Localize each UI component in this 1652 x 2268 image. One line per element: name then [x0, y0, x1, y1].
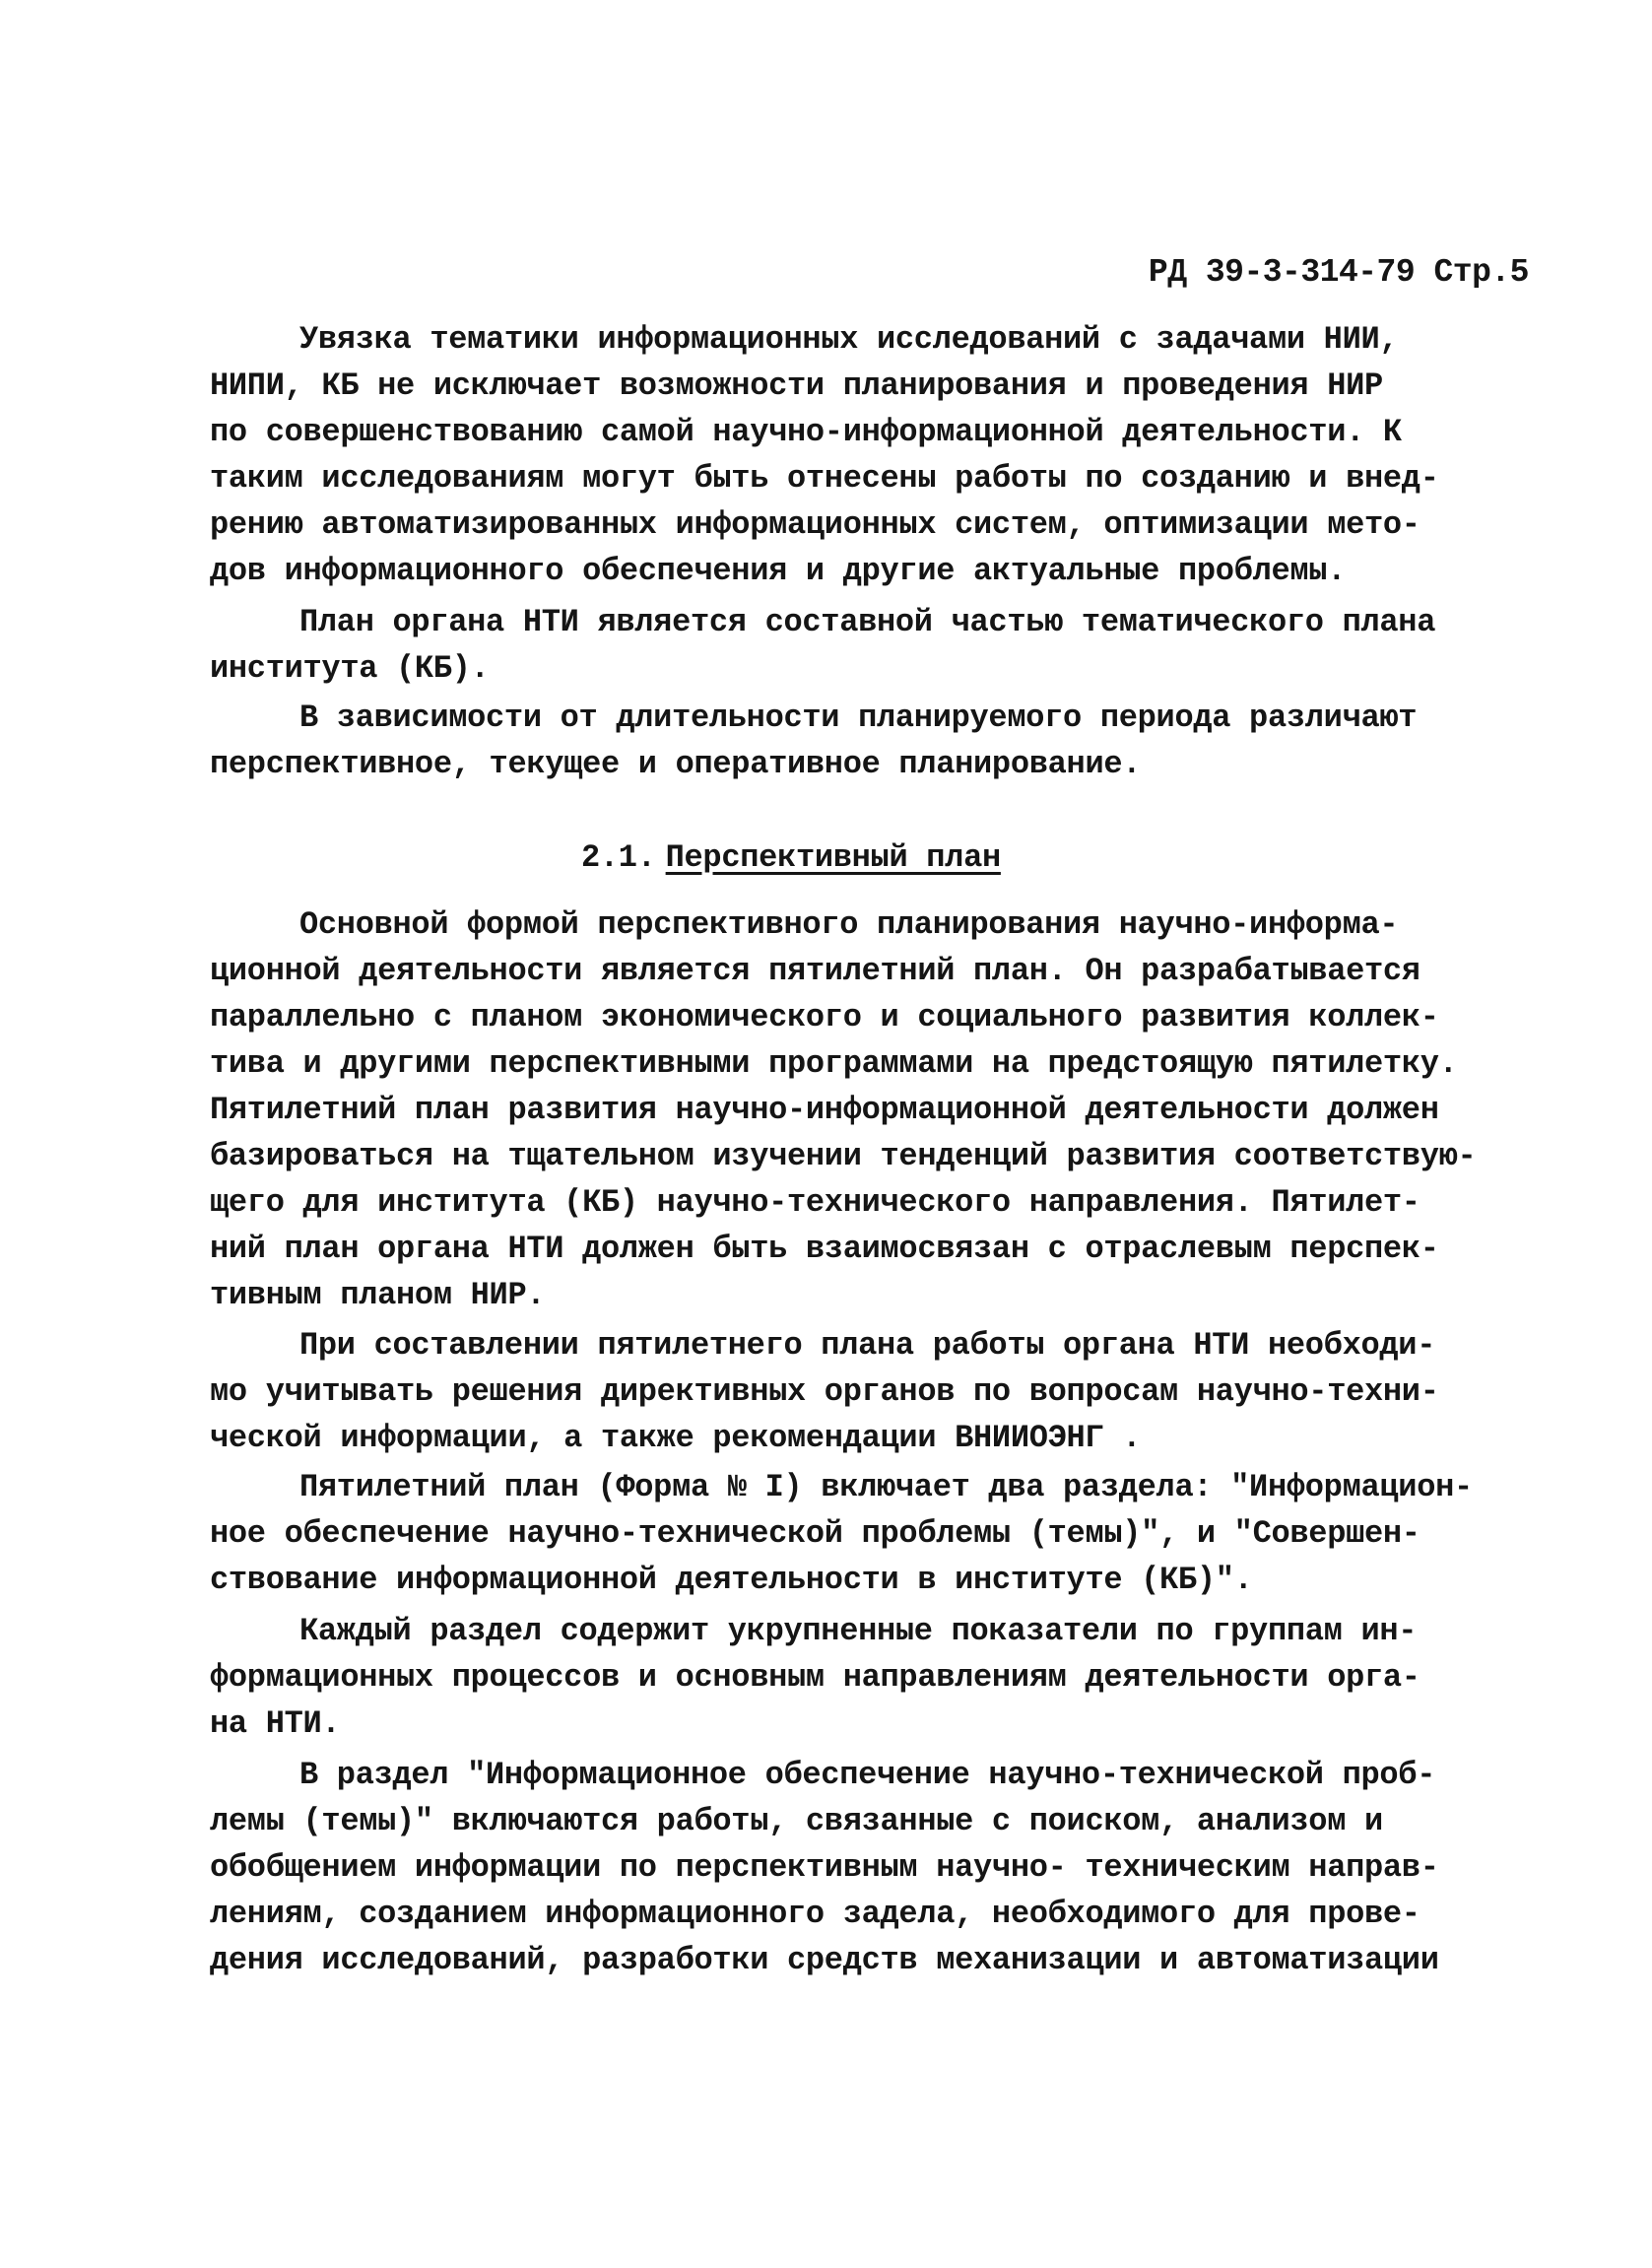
- paragraph-4-line-8: ний план органа НТИ должен быть взаимосвязан с отраслевым перспек-: [210, 1231, 1439, 1267]
- paragraph-5-line-3: ческой информации, а также рекомендации ВНИИОЭНГ .: [210, 1420, 1142, 1456]
- paragraph-8-line-4: лениям, созданием информационного задела, необходимого для прове-: [210, 1896, 1421, 1932]
- paragraph-8-line-5: дения исследований, разработки средств механизации и автоматизации: [210, 1942, 1439, 1978]
- paragraph-4-line-7: щего для института (КБ) научно-технического направления. Пятилет-: [210, 1184, 1421, 1221]
- paragraph-4-line-1: Основной формой перспективного планирования научно-информа-: [299, 906, 1399, 943]
- paragraph-6-line-2: ное обеспечение научно-технической проблемы (темы)", и "Совершен-: [210, 1515, 1421, 1552]
- paragraph-2-line-2: института (КБ).: [210, 650, 490, 687]
- paragraph-7-line-3: на НТИ.: [210, 1705, 341, 1742]
- section-heading: [581, 839, 1001, 876]
- paragraph-1-line-6: дов информационного обеспечения и другие актуальные проблемы.: [210, 553, 1347, 589]
- paragraph-1-line-2: НИПИ, КБ не исключает возможности планирования и проведения НИР: [210, 367, 1383, 404]
- paragraph-5-line-1: При составлении пятилетнего плана работы органа НТИ необходи-: [299, 1327, 1436, 1364]
- paragraph-1-line-3: по совершенствованию самой научно-информационной деятельности. К: [210, 414, 1402, 450]
- paragraph-4-line-6: базироваться на тщательном изучении тенденций развития соответствую-: [210, 1138, 1477, 1174]
- document-reference-header: РД 39-3-314-79 Стр.5: [1148, 254, 1529, 291]
- paragraph-8-line-1: В раздел "Информационное обеспечение научно-технической проб-: [299, 1757, 1436, 1793]
- paragraph-8-line-3: обобщением информации по перспективным научно- техническим направ-: [210, 1849, 1439, 1886]
- section-title: Перспективный план: [665, 839, 1001, 876]
- paragraph-3-line-1: В зависимости от длительности планируемого периода различают: [299, 700, 1418, 736]
- paragraph-7-line-2: формационных процессов и основным направлениям деятельности орга-: [210, 1659, 1421, 1696]
- paragraph-1-line-4: таким исследованиям могут быть отнесены работы по созданию и внед-: [210, 460, 1439, 497]
- paragraph-3-line-2: перспективное, текущее и оперативное планирование.: [210, 746, 1142, 782]
- paragraph-2-line-1: План органа НТИ является составной частью тематического плана: [299, 604, 1436, 640]
- paragraph-5-line-2: мо учитывать решения директивных органов по вопросам научно-техни-: [210, 1373, 1439, 1410]
- paragraph-8-line-2: лемы (темы)" включаются работы, связанные с поиском, анализом и: [210, 1803, 1383, 1839]
- paragraph-6-line-1: Пятилетний план (Форма № I) включает два раздела: "Информацион-: [299, 1469, 1473, 1505]
- paragraph-1-line-5: рению автоматизированных информационных систем, оптимизации мето-: [210, 506, 1421, 543]
- paragraph-1-line-1: Увязка тематики информационных исследований с задачами НИИ,: [299, 321, 1399, 358]
- paragraph-4-line-5: Пятилетний план развития научно-информационной деятельности должен: [210, 1092, 1439, 1128]
- paragraph-4-line-2: ционной деятельности является пятилетний план. Он разрабатывается: [210, 953, 1421, 989]
- paragraph-4-line-4: тива и другими перспективными программами на предстоящую пятилетку.: [210, 1045, 1458, 1082]
- paragraph-6-line-3: ствование информационной деятельности в институте (КБ)".: [210, 1562, 1253, 1598]
- paragraph-7-line-1: Каждый раздел содержит укрупненные показатели по группам ин-: [299, 1613, 1418, 1649]
- paragraph-4-line-9: тивным планом НИР.: [210, 1277, 546, 1313]
- paragraph-4-line-3: параллельно с планом экономического и социального развития коллек-: [210, 999, 1439, 1035]
- section-number: 2.1.: [581, 839, 656, 876]
